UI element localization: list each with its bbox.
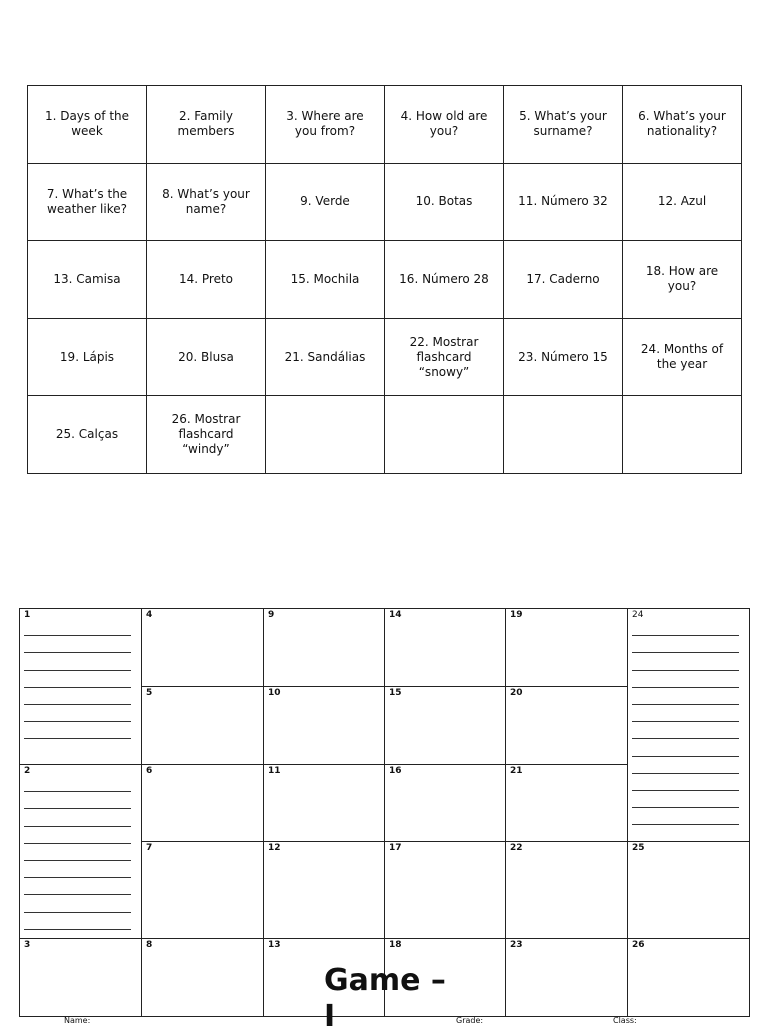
answer-box-9[interactable] [264, 609, 385, 687]
answer-box-24[interactable] [628, 609, 750, 842]
prompt-cell: 7. What’s the weather like? [28, 164, 147, 242]
box-number: 10 [268, 688, 281, 698]
answer-box-2[interactable] [20, 765, 142, 939]
box-number: 17 [389, 843, 402, 853]
box-number: 6 [146, 766, 153, 776]
answer-box-8[interactable] [142, 939, 264, 1017]
answer-box-25[interactable] [628, 842, 750, 939]
prompt-cell-empty [385, 396, 504, 474]
box-number: 3 [24, 940, 31, 950]
writing-lines [24, 619, 131, 739]
answer-box-5[interactable] [142, 687, 264, 765]
box-number: 11 [268, 766, 281, 776]
prompt-cell: 5. What’s your surname? [504, 86, 623, 164]
prompt-cell: 1. Days of the week [28, 86, 147, 164]
box-number: 1 [24, 610, 31, 620]
prompt-cell-empty [504, 396, 623, 474]
answer-box-16[interactable] [385, 765, 506, 842]
prompt-cell: 23. Número 15 [504, 319, 623, 397]
answer-box-26[interactable] [628, 939, 750, 1017]
prompt-cell: 26. Mostrar flashcard “windy” [147, 396, 266, 474]
game-title: Game – [324, 963, 446, 998]
prompt-cell-empty [266, 396, 385, 474]
answer-box-4[interactable] [142, 609, 264, 687]
prompt-cell: 20. Blusa [147, 319, 266, 397]
writing-lines [632, 619, 739, 825]
prompt-cell: 14. Preto [147, 241, 266, 319]
box-number: 18 [389, 940, 402, 950]
prompt-cell: 24. Months of the year [623, 319, 742, 397]
prompt-cell: 12. Azul [623, 164, 742, 242]
game-title-continued: I [324, 999, 336, 1034]
box-number: 5 [146, 688, 153, 698]
box-number: 23 [510, 940, 523, 950]
answer-box-1[interactable] [20, 609, 142, 765]
answer-box-3[interactable] [20, 939, 142, 1017]
box-number: 25 [632, 843, 645, 853]
prompt-cell: 16. Número 28 [385, 241, 504, 319]
answer-grid [19, 608, 750, 1017]
answer-box-11[interactable] [264, 765, 385, 842]
prompt-cell: 11. Número 32 [504, 164, 623, 242]
prompt-cell: 8. What’s your name? [147, 164, 266, 242]
prompt-cell-empty [623, 396, 742, 474]
box-number: 26 [632, 940, 645, 950]
prompt-cell: 3. Where are you from? [266, 86, 385, 164]
answer-box-22[interactable] [506, 842, 628, 939]
box-number: 7 [146, 843, 153, 853]
box-number: 4 [146, 610, 153, 620]
answer-box-23[interactable] [506, 939, 628, 1017]
prompt-cell: 17. Caderno [504, 241, 623, 319]
prompt-cell: 21. Sandálias [266, 319, 385, 397]
writing-lines [24, 775, 131, 930]
class-label: Class: [613, 1016, 637, 1025]
grade-label: Grade: [456, 1016, 484, 1025]
prompt-cell: 2. Family members [147, 86, 266, 164]
answer-box-6[interactable] [142, 765, 264, 842]
prompt-cell: 15. Mochila [266, 241, 385, 319]
box-number: 13 [268, 940, 281, 950]
answer-box-17[interactable] [385, 842, 506, 939]
prompt-cell: 6. What’s your nationality? [623, 86, 742, 164]
answer-box-14[interactable] [385, 609, 506, 687]
box-number: 14 [389, 610, 402, 620]
answer-box-15[interactable] [385, 687, 506, 765]
prompt-cell: 22. Mostrar flashcard “snowy” [385, 319, 504, 397]
prompt-cell: 9. Verde [266, 164, 385, 242]
answer-box-19[interactable] [506, 609, 628, 687]
box-number: 19 [510, 610, 523, 620]
prompt-cell: 4. How old are you? [385, 86, 504, 164]
prompt-cell: 13. Camisa [28, 241, 147, 319]
box-number: 2 [24, 766, 31, 776]
prompt-cell: 19. Lápis [28, 319, 147, 397]
box-number: 12 [268, 843, 281, 853]
box-number: 24 [632, 610, 644, 620]
answer-box-12[interactable] [264, 842, 385, 939]
box-number: 8 [146, 940, 153, 950]
box-number: 22 [510, 843, 523, 853]
answer-box-10[interactable] [264, 687, 385, 765]
box-number: 20 [510, 688, 523, 698]
box-number: 9 [268, 610, 275, 620]
prompt-cell: 18. How are you? [623, 241, 742, 319]
prompt-cell: 25. Calças [28, 396, 147, 474]
answer-box-21[interactable] [506, 765, 628, 842]
prompt-grid [27, 85, 742, 474]
answer-box-20[interactable] [506, 687, 628, 765]
answer-box-7[interactable] [142, 842, 264, 939]
box-number: 21 [510, 766, 523, 776]
name-label: Name: [64, 1016, 91, 1025]
prompt-cell: 10. Botas [385, 164, 504, 242]
box-number: 15 [389, 688, 402, 698]
box-number: 16 [389, 766, 402, 776]
